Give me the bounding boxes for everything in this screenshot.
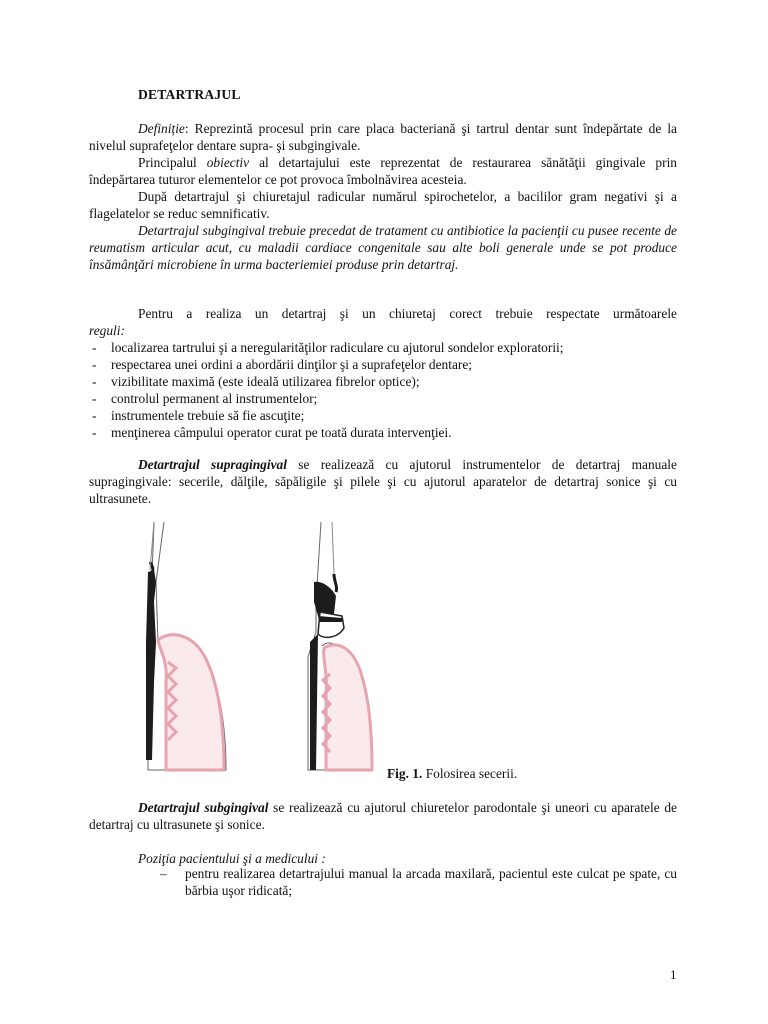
intro-section — [89, 120, 677, 273]
list-item: - localizarea tartrului şi a neregularităţilor radiculare cu ajutorul sondelor exploratorii; — [89, 339, 677, 356]
after-paragraph: După detartrajul şi chiuretajul radicular numărul spirochetelor, a bacililor gram negativi şi a flagelatelor se reduc semnificativ. — [89, 189, 677, 221]
page-title: DETARTRAJUL — [138, 87, 241, 102]
list-item: - vizibilitate maximă (este ideală utilizarea fibrelor optice); — [89, 373, 677, 390]
definition-paragraph — [89, 120, 677, 154]
objective-word: obiectiv — [206, 155, 250, 170]
subgingival-term: Detartrajul subgingival — [138, 800, 269, 815]
list-item: pentru realizarea detartrajului manual la arcada maxilară, pacientul este culcat pe spate, cu bărbia uşor ridicată; — [185, 866, 677, 898]
objective-post: al detartajului este reprezentat de restaurarea sănătăţii gingivale prin îndepărtarea tuturor elementelor ce pot provoca îmbolnăvirea acesteia. — [89, 155, 677, 187]
scaler-illustration — [138, 522, 378, 774]
list-item: - menţinerea câmpului operator curat pe toată durata intervenţiei. — [89, 424, 677, 441]
page-number: 1 — [670, 967, 677, 982]
list-item: - respectarea unei ordini a abordării dinţilor şi a suprafeţelor dentare; — [89, 356, 677, 373]
objective-paragraph — [89, 154, 677, 188]
rules-list — [89, 339, 677, 441]
list-item: - controlul permanent al instrumentelor; — [89, 390, 677, 407]
subgingival-text: se realizează cu ajutorul chiuretelor parodontale şi uneori cu aparatele de detartraj cu ultrasunete şi sonice. — [89, 800, 677, 832]
objective-pre: Principalul — [138, 155, 207, 170]
subgingival-paragraph — [89, 799, 677, 833]
rules-intro: Pentru a realiza un detartraj şi un chiuretaj corect trebuie respectate următoarele — [138, 306, 677, 321]
figure-label: Fig. 1. — [387, 766, 423, 781]
supragingival-term: Detartrajul supragingival — [138, 457, 287, 472]
left-tooth-drawing — [146, 522, 226, 770]
list-item: - instrumentele trebuie să fie ascuţite; — [89, 407, 677, 424]
right-tooth-drawing — [308, 522, 373, 770]
rules-label: reguli: — [89, 323, 125, 338]
position-heading: Poziţia pacientului şi a medicului : — [138, 851, 326, 866]
list-bullet: – — [160, 866, 167, 881]
supragingival-section — [89, 456, 677, 507]
subgingival-section — [89, 799, 677, 833]
figure-caption — [387, 765, 517, 782]
supragingival-text: se realizează cu ajutorul instrumentelor de detartraj manuale supragingivale: secerile, dălţile, săpăligile şi pilele şi cu ajutorul aparatelor de detartraj sonice şi cu ultrasunete. — [89, 457, 677, 506]
rules-section — [89, 305, 677, 441]
figure-caption-text: Folosirea secerii. — [422, 766, 518, 781]
definition-text: : Reprezintă procesul prin care placa bacteriană şi tartrul dentar sunt îndepărtate de la nivelul suprafeţelor dentare supra- şi subgingivale. — [89, 121, 677, 153]
position-list — [160, 865, 677, 899]
definition-label: Definiție — [138, 121, 185, 136]
tooth-diagram — [138, 522, 378, 774]
supragingival-paragraph — [89, 456, 677, 507]
subgingival-warning-paragraph: Detartrajul subgingival trebuie precedat de tratament cu antibiotice la pacienţii cu pusee recente de reumatism articular acut, cu maladii cardiace congenitale sau alte boli generale unde se pot produce însămânţări microbiene în urma bacteriemiei produse prin detartraj. — [89, 223, 677, 272]
